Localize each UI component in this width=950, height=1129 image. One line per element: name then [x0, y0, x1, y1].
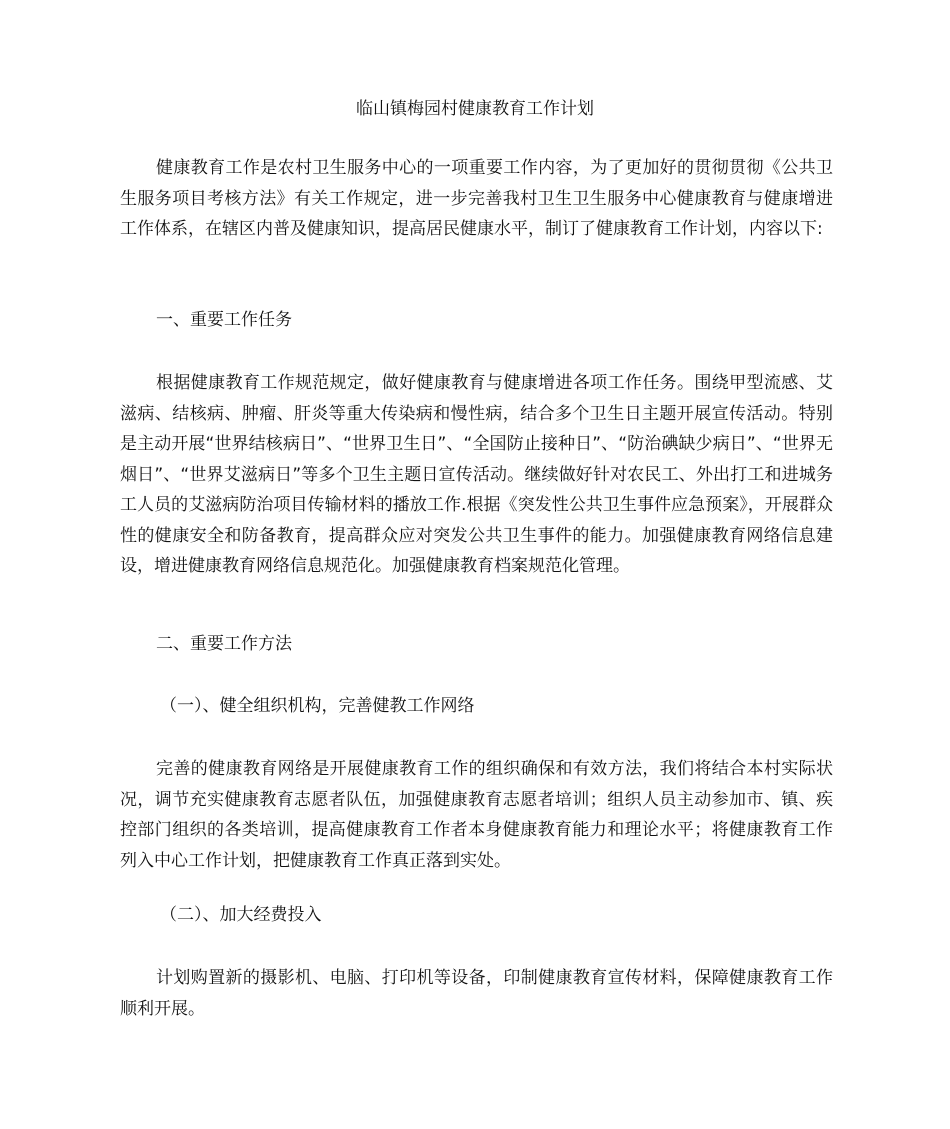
- document-title: 临山镇梅园村健康教育工作计划: [356, 99, 594, 119]
- funding-paragraph: 计划购置新的摄影机、电脑、打印机等设备，印制健康教育宣传材料，保障健康教育工作顺利开展。: [120, 968, 833, 1019]
- subsection-heading-funding: （二）、加大经费投入: [160, 905, 322, 925]
- organization-paragraph: 完善的健康教育网络是开展健康教育工作的组织确保和有效方法，我们将结合本村实际状况，调节充实健康教育志愿者队伍，加强健康教育志愿者培训；组织人员主动参加市、镇、疾控部门组织的各类培训，提高健康教育工作者本身健康教育能力和理论水平；将健康教育工作列入中心工作计划，把健康教育工作真正落到实处。: [120, 759, 833, 871]
- section-heading-tasks: 一、重要工作任务: [156, 310, 292, 330]
- section-heading-methods: 二、重要工作方法: [156, 634, 292, 654]
- tasks-paragraph: 根据健康教育工作规范规定，做好健康教育与健康增进各项工作任务。围绕甲型流感、艾滋病、结核病、肿瘤、肝炎等重大传染病和慢性病，结合多个卫生日主题开展宣传活动。特别是主动开展“世界结核病日”、“世界卫生日”、“全国防止接种日”、“防治碘缺少病日”、“世界无烟日”、“世界艾滋病日”等多个卫生主题日宣传活动。继续做好针对农民工、外出打工和进城务工人员的艾滋病防治项目传输材料的播放工作.根据《突发性公共卫生事件应急预案》，开展群众性的健康安全和防备教育，提高群众应对突发公共卫生事件的能力。加强健康教育网络信息建设，增进健康教育网络信息规范化。加强健康教育档案规范化管理。: [120, 373, 833, 576]
- intro-paragraph: 健康教育工作是农村卫生服务中心的一项重要工作内容，为了更加好的贯彻贯彻《公共卫生服务项目考核方法》有关工作规定，进一步完善我村卫生卫生服务中心健康教育与健康增进工作体系，在辖区内普及健康知识，提高居民健康水平，制订了健康教育工作计划，内容以下:: [120, 158, 833, 239]
- subsection-heading-organization: （一）、健全组织机构，完善健教工作网络: [160, 696, 475, 716]
